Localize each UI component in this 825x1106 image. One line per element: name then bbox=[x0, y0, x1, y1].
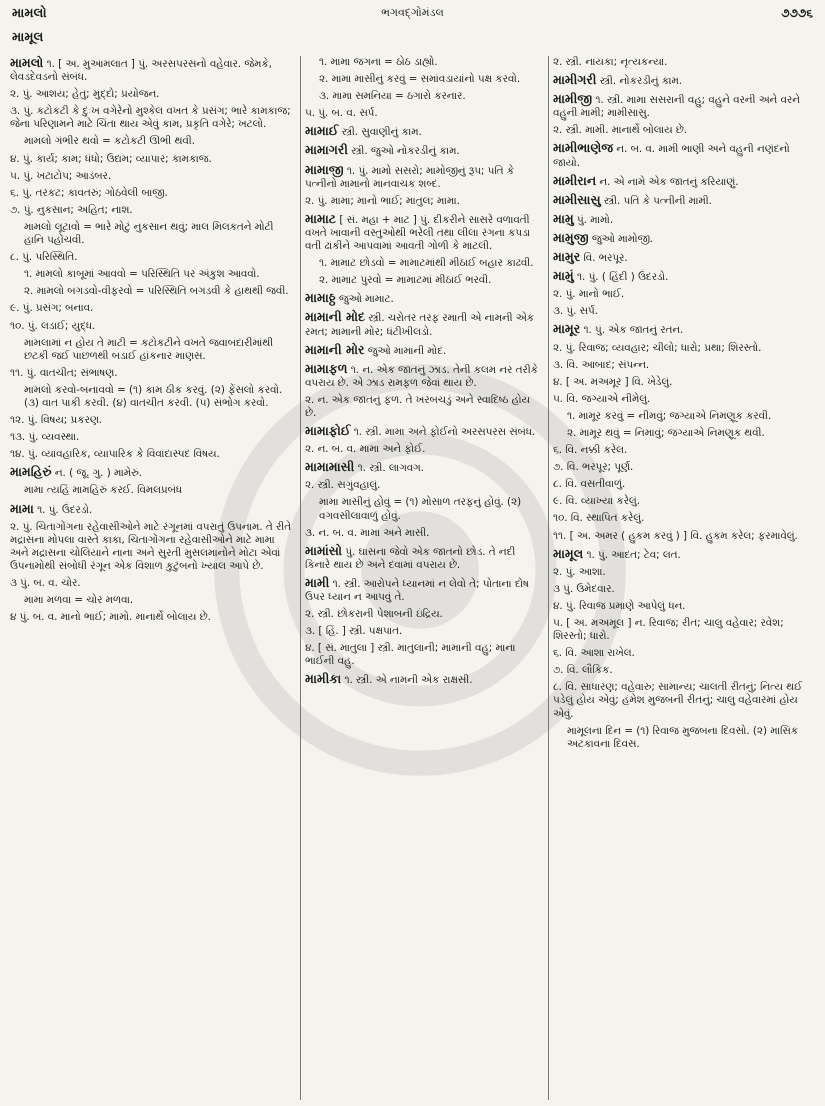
entry-text: ૪. પું. કાર્ય; કામ; ધંધો; ઉદ્યમ; વ્યાપાર; કામકાજ. bbox=[10, 152, 212, 165]
entry-text: ૩. પું. કટોકટી કે દુઃખ વગેરેનો મુશ્કેલ વખત કે પ્રસંગ; ભારે કામકાજ; જેના પરિણામને માટે ચિંતા થાય એવું કામ, પ્રકૃતિ વગેરે; ખટલો. bbox=[10, 105, 291, 131]
entry-text: ૨. પું. આશા. bbox=[553, 565, 606, 578]
sense-line bbox=[10, 594, 295, 607]
sense-line bbox=[305, 496, 543, 522]
headword: મામુર bbox=[553, 249, 581, 265]
headword: મામું bbox=[553, 268, 574, 284]
entry-text: ૪. [ સં. માતુલા ] સ્ત્રી. માતુલાની; મામાની વહુ; માના ભાઈની વહુ. bbox=[305, 642, 516, 668]
entry-text: મામા માસીનું હોવું = (૧) મોસાળ તરફનું હોવું. (૨) વગવસીલાવાળું હોવું. bbox=[319, 496, 522, 522]
entry-text: ૭. વિ. ભરપૂર; પૂર્ણ. bbox=[553, 461, 634, 474]
entry-text: ૩. પું. સર્પ. bbox=[553, 305, 598, 318]
sense-line bbox=[10, 448, 295, 461]
entry-text: ન. ( જૂ. ગુ. ) મામેરું. bbox=[54, 467, 142, 480]
entry-text: ૧. મામા જગના = ઠોઠ ડાહ્યો. bbox=[319, 56, 438, 68]
sense-line bbox=[305, 107, 543, 120]
entry-text: પું. ઘાસના જેવો એક જાતનો છોડ. તે નદી કિનારે થાય છે અને દવામાં વપરાય છે. bbox=[305, 545, 516, 571]
sense-line bbox=[305, 625, 543, 638]
dictionary-entry bbox=[553, 231, 815, 246]
sense-line bbox=[10, 337, 295, 363]
sense-line bbox=[10, 187, 295, 200]
headword: મામીરાન bbox=[553, 172, 597, 188]
entry-text: ૩. વિ. આબાદ; સંપન્ન. bbox=[553, 358, 650, 371]
headword: મામીસાસુ bbox=[553, 191, 601, 207]
entry-text: ૧. સ્ત્રી. મામા અને ફોઈનો અરસપરસ સંબંધ. bbox=[353, 426, 536, 439]
dictionary-entry bbox=[553, 193, 815, 208]
entry-text: ૧૧. પું. વાતચીત; સંભાષણ. bbox=[10, 366, 118, 379]
entry-text: ૮. પું. પરિસ્થિતિ. bbox=[10, 251, 78, 264]
dictionary-entry bbox=[305, 143, 543, 158]
entry-text: જુઓ મામાની મોદ. bbox=[367, 344, 447, 357]
entry-text: ૨. મામલો બગડવો-વીફરવો = પરિસ્થિતિ બગડવી કે હાથથી જવી. bbox=[24, 285, 289, 298]
entry-text: ૪ પું. બ. વ. માનો ભાઈ; મામો. માનાર્થે બોલાય છે. bbox=[10, 611, 211, 624]
entry-text: ૧. મામલો કાબૂમાં આવવો = પરિસ્થિતિ પર અંકુશ આવવો. bbox=[24, 268, 260, 281]
sense-line bbox=[10, 153, 295, 166]
entry-text: [ સં. મહા + માટ ] પું. દીકરીને સાસરે વળાવતી વખતે ખાવાની વસ્તુઓથી ભરેલી તથા લીલા રંગના કપડા વતી ઢાંકીને આપવામાં આવતી ગોળી કે માટલી. bbox=[305, 213, 531, 253]
sense-line bbox=[305, 443, 543, 456]
entry-text: ૧૦. પું. લડાઈ; યુદ્ધ. bbox=[10, 319, 96, 332]
entry-text: ૧. [ અ. મુઆમલાત ] પું. અરસપરસનો વહેવાર. જેમકે, લેવડદેવડનો સંબંધ. bbox=[10, 58, 272, 84]
column-divider-1 bbox=[300, 56, 301, 1100]
sense-line bbox=[305, 73, 543, 86]
sense-line bbox=[10, 431, 295, 444]
entry-text: ૯. પું. પ્રસંગ; બનાવ. bbox=[10, 302, 94, 315]
entry-text: સ્ત્રી. ચરોતર તરફ રમાતી એ નામની એક રમત; મામાની મોર; ધંટીખીલડો. bbox=[305, 312, 534, 338]
entry-text: મામા ત્યહિં મામહિરું કરઈ. વિમલપ્રબંધ bbox=[24, 484, 183, 497]
entry-text: ૫. પું. ખટાટોપ; આડંબર. bbox=[10, 169, 112, 182]
headword: મામુજી bbox=[553, 229, 589, 245]
sense-line bbox=[10, 135, 295, 148]
headword: મામૂર bbox=[553, 321, 581, 337]
sense-line bbox=[10, 367, 295, 380]
entry-text: ૧૦. વિ. સ્થાપિત કરેલું. bbox=[553, 512, 645, 525]
entry-text: ૨. ન. બ. વ. મામા અને ફોઈ. bbox=[305, 443, 426, 456]
dictionary-entry bbox=[305, 212, 543, 253]
sense-line bbox=[10, 384, 295, 410]
sense-line bbox=[10, 611, 295, 624]
entry-text: ૩. ન. બ. વ. મામા અને માસી. bbox=[305, 526, 430, 539]
headword: મામીકા bbox=[305, 671, 342, 687]
sense-line bbox=[553, 566, 815, 579]
entry-text: ૨. પું. આશય; હેતુ; મુદ્દો; પ્રયોજન. bbox=[10, 88, 160, 101]
sense-line bbox=[10, 577, 295, 590]
sense-line bbox=[305, 90, 543, 103]
entry-text: ૪. પું. રિવાજ પ્રમાણે આપેલું ધન. bbox=[553, 599, 686, 612]
sense-line bbox=[553, 617, 815, 643]
sense-line bbox=[305, 479, 543, 492]
sense-line bbox=[10, 521, 295, 573]
headword: મામાફોઈ bbox=[305, 423, 351, 439]
dictionary-entry bbox=[553, 269, 815, 284]
sense-line bbox=[10, 204, 295, 217]
entry-text: ૧. પું. ( હિંદી ) ઉંદરડો. bbox=[577, 271, 669, 284]
entry-text: ૧૨. પું. વિષય; પ્રકરણ. bbox=[10, 414, 103, 427]
entry-text: વિ. ભરપૂર. bbox=[583, 252, 628, 265]
headword: મામહિરું bbox=[10, 464, 52, 480]
sense-line bbox=[553, 583, 815, 596]
entry-text: ૩ પું. બ. વ. ચોર. bbox=[10, 577, 81, 589]
dictionary-entry bbox=[305, 460, 543, 475]
entry-text: ૨. ન. એક જાતનું ફળ. તે ખરબચડું અને સ્વાદિષ્ઠ હોય છે. bbox=[305, 393, 530, 419]
entry-text: ૩. [ હિં. ] સ્ત્રી. પક્ષપાત. bbox=[305, 625, 403, 638]
sense-line bbox=[553, 600, 815, 613]
sense-line bbox=[305, 56, 543, 69]
dictionary-entry bbox=[10, 56, 295, 84]
entry-text: ૩. મામા સમનિયા = ઠગારો કરનાર. bbox=[319, 90, 466, 103]
entry-text: મામલો કરવો-બનાવવો = (૧) કામ ઠીક કરવું. (૨) ફેંસલો કરવો. (૩) વાત પાકી કરવી. (૪) વાતચીત કરવી. (૫) સંભોગ કરવો. bbox=[24, 383, 283, 409]
dictionary-entry bbox=[305, 362, 543, 390]
dictionary-entry bbox=[553, 174, 815, 189]
headword: મામૂલ bbox=[553, 545, 584, 561]
headword: મામાની મોર bbox=[305, 341, 365, 357]
entry-text: ૨. મામૂર થવું = નિમાવું; જગ્યાએ નિમણૂક થવી. bbox=[567, 426, 765, 439]
dictionary-entry bbox=[553, 212, 815, 227]
sense-line bbox=[305, 195, 543, 208]
column-divider-2 bbox=[548, 56, 549, 1100]
sense-line bbox=[10, 251, 295, 264]
sense-line bbox=[10, 88, 295, 101]
entry-text: ૨. સ્ત્રી. છોકરાની પેશાબની ઇંદ્રિય. bbox=[305, 608, 443, 621]
sense-line bbox=[10, 170, 295, 183]
sense-line bbox=[10, 285, 295, 298]
entry-text: ૮. વિ. વસતીવાળું. bbox=[553, 478, 626, 491]
sense-line bbox=[553, 725, 815, 751]
sense-line bbox=[553, 288, 815, 301]
headword: મામીજી bbox=[553, 91, 593, 107]
entry-text: ૨. પું. માનો ભાઈ. bbox=[553, 288, 625, 301]
dictionary-entry bbox=[305, 291, 543, 306]
sense-line bbox=[10, 320, 295, 333]
sense-line bbox=[553, 647, 815, 660]
header-first-word: મામલો bbox=[12, 6, 47, 21]
entry-text: ૨. મામાટ પુરવો = મામાટમાં મીઠાઈ ભરવી. bbox=[319, 274, 492, 287]
column-2 bbox=[305, 56, 543, 692]
sense-line bbox=[305, 527, 543, 540]
entry-text: જુઓ મામાટ. bbox=[338, 293, 394, 306]
sense-line bbox=[553, 410, 815, 423]
sense-line bbox=[553, 376, 815, 389]
dictionary-entry bbox=[553, 73, 815, 88]
headword: મામાઈ bbox=[305, 123, 339, 139]
dictionary-entry bbox=[553, 141, 815, 169]
sense-line bbox=[553, 427, 815, 440]
sense-line bbox=[305, 608, 543, 621]
entry-text: ૨. સ્ત્રી. નાયકા; નૃત્યકન્યા. bbox=[553, 56, 668, 68]
headword: મામલો bbox=[10, 55, 44, 70]
entry-text: ૧૪. પું. વ્યાવહારિક, વ્યાપારિક કે વિવાદાસ્પદ વિષય. bbox=[10, 448, 220, 461]
headword: મામા bbox=[10, 500, 34, 516]
sense-line bbox=[305, 642, 543, 668]
headword: મામીગરી bbox=[553, 72, 597, 88]
sense-line bbox=[553, 512, 815, 525]
headword: મામાટ bbox=[305, 210, 337, 226]
entry-text: ૨. પું. ચિતાગોંગના રહેવાસીઓને માટે રંગૂનમાં વપરાતું ઉપનામ. તે રીતે મદ્રાસના મોપલા વાસ્તે કાકા, ચિતાગોંગના રહેવાસીઓને માટે મામા અને મદ્રાસના ચોલિયાને નાના અને સુરતી મુસલમાનોને મોટા એવાં ઉપનામોથી સંબોધી રંગૂન એક વિશાળ કુટુંબનો ખ્યાલ આપે છે. bbox=[10, 520, 292, 572]
entry-text: ૫. પું. બ. વ. સર્પ. bbox=[305, 107, 378, 120]
entry-text: પું. મામો. bbox=[577, 213, 614, 226]
entry-text: સ્ત્રી. સુવાણીનું કામ. bbox=[341, 126, 422, 139]
dictionary-entry bbox=[553, 547, 815, 562]
entry-text: ૩ પું. ઉમેદવાર. bbox=[553, 582, 615, 595]
sense-line bbox=[10, 105, 295, 131]
entry-text: ૨. સ્ત્રી. મામી. માનાર્થે બોલાય છે. bbox=[553, 124, 688, 137]
column-3 bbox=[553, 56, 815, 755]
sense-line bbox=[305, 257, 543, 270]
headword: મામુ bbox=[553, 210, 574, 226]
headword: મામાઠ્ઠ bbox=[305, 290, 336, 306]
dictionary-entry bbox=[305, 576, 543, 604]
sense-line bbox=[553, 359, 815, 372]
entry-text: ૧. મામાટ છોડવો = મામાટમાંથી મીઠાઈ બહાર કાઢવી. bbox=[319, 257, 534, 270]
entry-text: ૧. સ્ત્રી. એ નામની એક રાક્ષસી. bbox=[344, 674, 473, 687]
entry-text: મામલો ગંભીર થવો = કટોકટી ઊભી થવી. bbox=[24, 135, 195, 148]
dictionary-entry bbox=[553, 250, 815, 265]
headword: મામાજી bbox=[305, 161, 344, 177]
entry-text: ૧૩. પું. વ્યવસ્થા. bbox=[10, 431, 80, 444]
sense-line bbox=[553, 393, 815, 406]
entry-text: ૬. પું. તરકટ; કાવતરું; ગોઠવેલી બાજી. bbox=[10, 186, 168, 199]
entry-text: ૨. મામા માસીનું કરવું = સમાંવડાયાંનો પક્ષ કરવો. bbox=[319, 73, 521, 86]
headword: મામાગરી bbox=[305, 142, 348, 158]
entry-text: ૧. પું. ઉંદરડો. bbox=[37, 503, 93, 516]
sense-line bbox=[10, 302, 295, 315]
dictionary-entry bbox=[305, 310, 543, 338]
sense-line bbox=[553, 56, 815, 69]
entry-text: મામા મળવા = ચોર મળવા. bbox=[24, 594, 134, 607]
entry-text: ૯. વિ. વ્યાખ્યા કરેલું. bbox=[553, 495, 640, 508]
entry-text: જુઓ મામોજી. bbox=[591, 232, 654, 245]
sense-line bbox=[553, 461, 815, 474]
entry-text: મામૂલના દિન = (૧) રિવાજ મુજબના દિવસો. (૨) માસિક અટકાવના દિવસ. bbox=[567, 724, 798, 750]
sense-line bbox=[553, 495, 815, 508]
dictionary-entry bbox=[10, 465, 295, 480]
sense-line bbox=[553, 305, 815, 318]
entry-text: ૨. પું. મામા; માનો ભાઈ; માતુલ; મામા. bbox=[305, 194, 460, 207]
sense-line bbox=[553, 444, 815, 457]
headword: મામીભાણેજ bbox=[553, 140, 614, 156]
entry-text: ૬. વિ. નક્કી કરેલ. bbox=[553, 444, 628, 457]
entry-text: ૧. સ્ત્રી. મામા સસરાની વહુ; વહુને વરની અને વરને વહુની મામી; મામીસાસુ. bbox=[553, 94, 800, 120]
entry-text: ન. બ. વ. મામી ભાણી અને વહુની નણંદનો જાયો. bbox=[553, 143, 790, 169]
entry-text: ૧૧. [ અ. અમર ( હુકમ કરવું ) ] વિ. હુકમ કરેલ; ફરમાવેલું. bbox=[553, 529, 798, 542]
page-number: ૭૭૭૬ bbox=[781, 6, 813, 20]
entry-text: ૫. [ અ. મઅમૂલ ] ન. રિવાજ; રીત; ચાલુ વહેવાર; રવેશ; શિરસ્તો; ધારો. bbox=[553, 617, 784, 643]
page-header bbox=[0, 0, 825, 26]
entry-text: ૧. પું. આદત; ટેવ; લત. bbox=[586, 548, 681, 561]
dictionary-entry bbox=[10, 502, 295, 517]
dictionary-entry bbox=[305, 343, 543, 358]
dictionary-entry bbox=[305, 672, 543, 687]
sense-line bbox=[10, 268, 295, 281]
sense-line bbox=[553, 530, 815, 543]
headword: મામી bbox=[305, 574, 330, 590]
headword: મામાની મોદ bbox=[305, 309, 365, 325]
entry-text: સ્ત્રી. જુઓ નોકરડીનું કામ. bbox=[351, 145, 460, 158]
sense-line bbox=[10, 414, 295, 427]
entry-text: મામલામાં ન હોય તે માટી = કટોકટીને વખતે જવાબદારીમાંથી છટકી જઈ પાછળથી બડાઈ હાંકનાર માણસ. bbox=[24, 336, 274, 362]
entry-text: ૪. [ અ. મઅમૂર ] વિ. ખેડેલું. bbox=[553, 375, 673, 388]
entry-text: ૭. વિ. લૌકિક. bbox=[553, 664, 613, 677]
entry-text: ૫. વિ. જગ્યાએ નીમેલું. bbox=[553, 392, 651, 405]
entry-text: ૨. પું. રિવાજ; વ્યવહાર; ચીલો; ધારો; પ્રથા; શિરસ્તો. bbox=[553, 341, 762, 354]
headword: મામાંસો bbox=[305, 542, 343, 558]
headword: મામાફળ bbox=[305, 360, 348, 376]
entry-text: સ્ત્રી. પતિ કે પત્નીની મામી. bbox=[603, 194, 712, 207]
entry-text: સ્ત્રી. નોકરડીનું કામ. bbox=[599, 75, 683, 88]
headword: મામામાસી bbox=[305, 459, 355, 475]
sense-line bbox=[305, 274, 543, 287]
entry-text: ૧. ન. એક જાતનું ઝાડ. તેની કલમ નર તરીકે વપરાય છે. એ ઝાડ રામફળ જેવાં થાય છે. bbox=[305, 363, 538, 389]
entry-text: ન. એ નામે એક જાતનું કરિયાણું. bbox=[599, 175, 739, 188]
dictionary-entry bbox=[553, 92, 815, 120]
sense-line bbox=[553, 342, 815, 355]
sense-line bbox=[553, 681, 815, 720]
entry-text: ૧. સ્ત્રી. લાગવગ. bbox=[357, 462, 424, 475]
entry-text: ૧. સ્ત્રી. આરોપને ધ્યાનમાં ન લેવો તે; પોતાના દોષ ઉપર ધ્યાન ન આપવું તે. bbox=[305, 577, 529, 603]
sense-line bbox=[10, 484, 295, 497]
sense-line bbox=[553, 124, 815, 137]
entry-text: ૬. વિ. આશા રાખેલ. bbox=[553, 647, 635, 660]
sense-line bbox=[553, 664, 815, 677]
entry-text: મામલો લૂટાવો = ભારે મોટું નુકસાન થવું; માલ મિલકતને મોટી હાનિ પહોંચવી. bbox=[24, 220, 274, 247]
entry-text: ૧. મામૂર કરવું = નીમવું; જગ્યાએ નિમણૂક કરવી. bbox=[567, 409, 772, 422]
dictionary-entry bbox=[553, 322, 815, 337]
entry-text: ૮. વિ. સાધારણ; વહેવારુ; સામાન્ય; ચાલતી રીતનું; નિત્ય થઈ પડેલું હોય એવું; હંમેશ મુજબની રીતનું; ચાલુ વહેવારમાં હોય એવું. bbox=[553, 681, 803, 720]
dictionary-entry bbox=[305, 124, 543, 139]
sense-line bbox=[553, 478, 815, 491]
dictionary-entry bbox=[305, 424, 543, 439]
entry-text: ૧. પું. એક જાતનું રતન. bbox=[583, 324, 684, 337]
entry-text: ૨. સ્ત્રી. સગુંવહાલું. bbox=[305, 479, 381, 492]
sense-line bbox=[10, 221, 295, 247]
sense-line bbox=[305, 394, 543, 420]
column-1 bbox=[10, 56, 295, 628]
header-dictionary-title: ભગવદ્ગોમંડલ bbox=[381, 6, 444, 19]
dictionary-entry bbox=[305, 163, 543, 191]
entry-text: ૧. પું. મામો સસરો; મામોજીનું રૂપ; પતિ કે પત્નીનો મામાનો માનવાચક શબ્દ. bbox=[305, 164, 515, 190]
header-last-word: મામૂલ bbox=[12, 30, 44, 45]
dictionary-entry bbox=[305, 544, 543, 572]
entry-text: ૭. પું. નુકસાન; અહિત; નાશ. bbox=[10, 203, 133, 216]
